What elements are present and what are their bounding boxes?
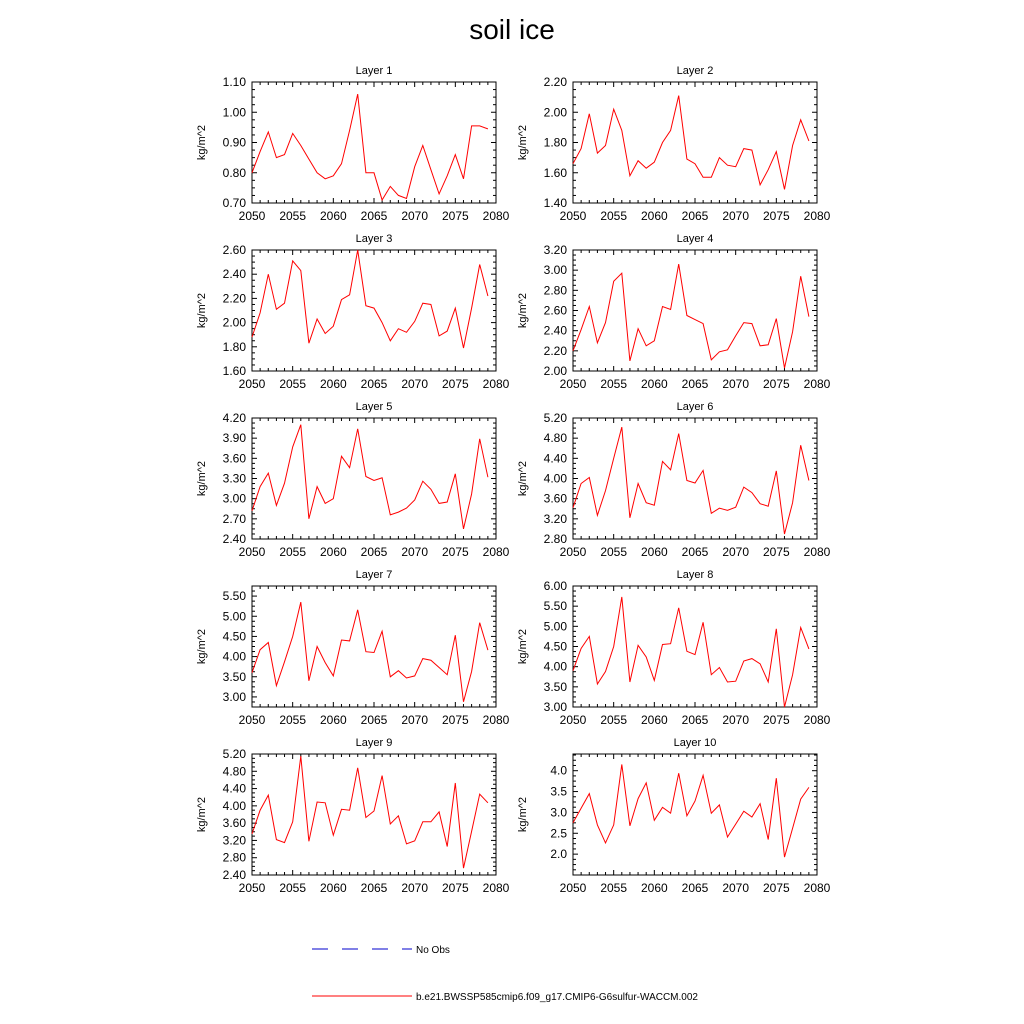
x-tick-label: 2065 xyxy=(681,881,709,895)
y-axis-label: kg/m^2 xyxy=(517,124,529,161)
series-line xyxy=(573,96,809,190)
x-tick-label: 2060 xyxy=(319,713,347,727)
y-tick-label: 2.20 xyxy=(543,343,567,358)
x-tick-label: 2050 xyxy=(238,545,266,559)
y-axis-label: kg/m^2 xyxy=(517,796,529,833)
panel-6 xyxy=(517,401,831,559)
panel-5 xyxy=(196,401,510,559)
y-tick-label: 4.20 xyxy=(222,411,246,425)
y-tick-label: 2.60 xyxy=(222,243,246,257)
panel-2 xyxy=(517,65,831,223)
y-tick-label: 2.80 xyxy=(543,532,567,546)
x-tick-label: 2075 xyxy=(762,881,790,895)
panel-10 xyxy=(517,737,831,895)
y-tick-label: 2.40 xyxy=(543,323,567,338)
plot-frame xyxy=(573,586,817,707)
series-line xyxy=(573,764,809,857)
y-tick-label: 1.00 xyxy=(222,105,246,120)
y-tick-label: 3.50 xyxy=(543,679,567,694)
legend-model-label: b.e21.BWSSP585cmip6.f09_g17.CMIP6-G6sulfur-WACCM.002 xyxy=(416,992,698,1003)
panel-title: Layer 6 xyxy=(676,401,714,413)
x-tick-label: 2080 xyxy=(482,209,510,223)
y-tick-label: 3.00 xyxy=(222,689,246,704)
panel-title: Layer 9 xyxy=(355,737,393,749)
series-line xyxy=(573,264,809,368)
x-tick-label: 2070 xyxy=(722,209,750,223)
x-tick-label: 2055 xyxy=(600,377,628,391)
panels-group xyxy=(196,65,831,895)
x-tick-label: 2050 xyxy=(238,209,266,223)
y-tick-label: 6.00 xyxy=(543,579,567,593)
panel-3 xyxy=(196,233,510,391)
x-tick-label: 2080 xyxy=(803,881,831,895)
y-tick-label: 3.00 xyxy=(543,263,567,278)
y-tick-label: 5.00 xyxy=(222,609,246,624)
x-tick-label: 2050 xyxy=(238,377,266,391)
panel-title: Layer 7 xyxy=(355,569,393,581)
y-tick-label: 0.70 xyxy=(222,196,246,210)
x-tick-label: 2075 xyxy=(762,713,790,727)
y-tick-label: 2.80 xyxy=(222,850,246,865)
series-line xyxy=(252,602,488,702)
x-tick-label: 2060 xyxy=(640,545,668,559)
panel-title: Layer 1 xyxy=(355,65,393,77)
y-tick-label: 5.50 xyxy=(222,589,246,604)
x-tick-label: 2075 xyxy=(441,713,469,727)
y-tick-label: 2.00 xyxy=(543,364,567,378)
y-tick-label: 4.40 xyxy=(543,451,567,466)
plot-frame xyxy=(573,82,817,203)
x-tick-label: 2080 xyxy=(482,377,510,391)
y-tick-label: 3.5 xyxy=(550,784,567,799)
y-tick-label: 1.10 xyxy=(222,75,246,89)
y-tick-label: 2.40 xyxy=(222,267,246,282)
y-tick-label: 1.80 xyxy=(222,339,246,354)
series-line xyxy=(252,756,488,868)
x-tick-label: 2065 xyxy=(360,881,388,895)
x-tick-label: 2055 xyxy=(600,713,628,727)
x-tick-label: 2080 xyxy=(482,713,510,727)
x-tick-label: 2055 xyxy=(279,881,307,895)
legend-obs-label: No Obs xyxy=(416,945,450,956)
x-tick-label: 2070 xyxy=(722,713,750,727)
y-tick-label: 3.20 xyxy=(543,243,567,257)
y-tick-label: 3.50 xyxy=(222,669,246,684)
y-tick-label: 5.50 xyxy=(543,599,567,614)
y-tick-label: 2.80 xyxy=(543,283,567,298)
y-tick-label: 4.40 xyxy=(222,781,246,796)
y-tick-label: 5.20 xyxy=(543,411,567,425)
plot-frame xyxy=(252,82,496,203)
x-tick-label: 2055 xyxy=(600,881,628,895)
y-axis-label: kg/m^2 xyxy=(196,796,208,833)
panel-8 xyxy=(517,569,831,727)
y-axis-label: kg/m^2 xyxy=(196,124,208,161)
y-tick-label: 5.00 xyxy=(543,619,567,634)
x-tick-label: 2050 xyxy=(559,377,587,391)
y-tick-label: 4.00 xyxy=(543,659,567,674)
y-tick-label: 3.0 xyxy=(550,805,567,820)
x-tick-label: 2060 xyxy=(640,713,668,727)
series-line xyxy=(252,94,488,200)
x-tick-label: 2070 xyxy=(722,545,750,559)
plot-frame xyxy=(252,754,496,875)
y-tick-label: 4.0 xyxy=(550,763,567,778)
y-tick-label: 4.00 xyxy=(222,649,246,664)
panel-title: Layer 5 xyxy=(355,401,393,413)
x-tick-label: 2075 xyxy=(441,209,469,223)
x-tick-label: 2070 xyxy=(722,881,750,895)
panel-7 xyxy=(196,569,510,727)
y-tick-label: 1.60 xyxy=(543,165,567,180)
y-axis-label: kg/m^2 xyxy=(517,628,529,665)
x-tick-label: 2050 xyxy=(559,209,587,223)
x-tick-label: 2055 xyxy=(600,545,628,559)
x-tick-label: 2065 xyxy=(360,545,388,559)
x-tick-label: 2050 xyxy=(238,713,266,727)
y-tick-label: 2.00 xyxy=(543,105,567,120)
x-tick-label: 2080 xyxy=(803,545,831,559)
series-line xyxy=(252,250,488,348)
y-tick-label: 3.20 xyxy=(543,511,567,526)
x-tick-label: 2055 xyxy=(279,545,307,559)
x-tick-label: 2080 xyxy=(482,545,510,559)
x-tick-label: 2075 xyxy=(762,209,790,223)
panel-1 xyxy=(196,65,510,223)
x-tick-label: 2065 xyxy=(681,209,709,223)
plot-frame xyxy=(573,250,817,371)
legend xyxy=(312,945,698,1003)
plot-frame xyxy=(573,418,817,539)
x-tick-label: 2065 xyxy=(681,713,709,727)
y-tick-label: 2.5 xyxy=(550,826,567,841)
y-tick-label: 1.40 xyxy=(543,196,567,210)
figure-title: soil ice xyxy=(469,14,555,45)
y-tick-label: 2.70 xyxy=(222,511,246,526)
y-tick-label: 2.20 xyxy=(543,75,567,89)
y-tick-label: 3.60 xyxy=(222,816,246,831)
x-tick-label: 2060 xyxy=(640,209,668,223)
panel-title: Layer 3 xyxy=(355,233,393,245)
y-tick-label: 2.40 xyxy=(222,532,246,546)
x-tick-label: 2080 xyxy=(803,713,831,727)
x-tick-label: 2075 xyxy=(441,881,469,895)
y-tick-label: 4.80 xyxy=(222,764,246,779)
series-line xyxy=(252,425,488,529)
x-tick-label: 2060 xyxy=(640,881,668,895)
y-axis-label: kg/m^2 xyxy=(517,292,529,329)
x-tick-label: 2050 xyxy=(559,713,587,727)
plot-frame xyxy=(252,418,496,539)
y-tick-label: 0.80 xyxy=(222,165,246,180)
y-axis-label: kg/m^2 xyxy=(196,628,208,665)
x-tick-label: 2055 xyxy=(279,713,307,727)
x-tick-label: 2060 xyxy=(319,209,347,223)
x-tick-label: 2065 xyxy=(681,545,709,559)
x-tick-label: 2070 xyxy=(401,545,429,559)
x-tick-label: 2080 xyxy=(803,209,831,223)
y-tick-label: 3.00 xyxy=(222,491,246,506)
y-tick-label: 2.20 xyxy=(222,291,246,306)
y-axis-label: kg/m^2 xyxy=(196,292,208,329)
x-tick-label: 2065 xyxy=(360,713,388,727)
x-tick-label: 2080 xyxy=(803,377,831,391)
y-axis-label: kg/m^2 xyxy=(196,460,208,497)
x-tick-label: 2075 xyxy=(762,377,790,391)
x-tick-label: 2075 xyxy=(762,545,790,559)
y-tick-label: 1.60 xyxy=(222,364,246,378)
y-tick-label: 2.00 xyxy=(222,315,246,330)
y-tick-label: 4.50 xyxy=(222,629,246,644)
y-tick-label: 4.80 xyxy=(543,431,567,446)
x-tick-label: 2075 xyxy=(441,545,469,559)
panel-9 xyxy=(196,737,510,895)
x-tick-label: 2070 xyxy=(401,713,429,727)
x-tick-label: 2060 xyxy=(319,881,347,895)
x-tick-label: 2060 xyxy=(319,377,347,391)
y-tick-label: 5.20 xyxy=(222,747,246,761)
y-tick-label: 2.40 xyxy=(222,868,246,882)
y-tick-label: 3.60 xyxy=(222,451,246,466)
panel-title: Layer 8 xyxy=(676,569,714,581)
x-tick-label: 2055 xyxy=(279,209,307,223)
x-tick-label: 2050 xyxy=(238,881,266,895)
plot-frame xyxy=(252,250,496,371)
x-tick-label: 2055 xyxy=(600,209,628,223)
y-tick-label: 3.90 xyxy=(222,431,246,446)
y-tick-label: 3.20 xyxy=(222,833,246,848)
panel-title: Layer 4 xyxy=(676,233,714,245)
panel-4 xyxy=(517,233,831,391)
y-tick-label: 2.60 xyxy=(543,303,567,318)
x-tick-label: 2050 xyxy=(559,545,587,559)
x-tick-label: 2075 xyxy=(441,377,469,391)
x-tick-label: 2065 xyxy=(360,209,388,223)
plot-frame xyxy=(252,586,496,707)
x-tick-label: 2060 xyxy=(640,377,668,391)
y-tick-label: 4.00 xyxy=(222,798,246,813)
x-tick-label: 2080 xyxy=(482,881,510,895)
x-tick-label: 2065 xyxy=(360,377,388,391)
x-tick-label: 2055 xyxy=(279,377,307,391)
x-tick-label: 2070 xyxy=(401,377,429,391)
panel-title: Layer 2 xyxy=(676,65,714,77)
y-tick-label: 3.30 xyxy=(222,471,246,486)
y-tick-label: 3.60 xyxy=(543,491,567,506)
x-tick-label: 2070 xyxy=(401,881,429,895)
x-tick-label: 2070 xyxy=(401,209,429,223)
y-tick-label: 4.00 xyxy=(543,471,567,486)
series-line xyxy=(573,427,809,534)
x-tick-label: 2050 xyxy=(559,881,587,895)
x-tick-label: 2070 xyxy=(722,377,750,391)
x-tick-label: 2065 xyxy=(681,377,709,391)
y-tick-label: 2.0 xyxy=(550,847,567,862)
panel-title: Layer 10 xyxy=(673,737,717,749)
series-line xyxy=(573,597,809,707)
y-tick-label: 3.00 xyxy=(543,700,567,714)
y-tick-label: 1.80 xyxy=(543,135,567,150)
y-tick-label: 0.90 xyxy=(222,135,246,150)
y-tick-label: 4.50 xyxy=(543,639,567,654)
x-tick-label: 2060 xyxy=(319,545,347,559)
y-axis-label: kg/m^2 xyxy=(517,460,529,497)
